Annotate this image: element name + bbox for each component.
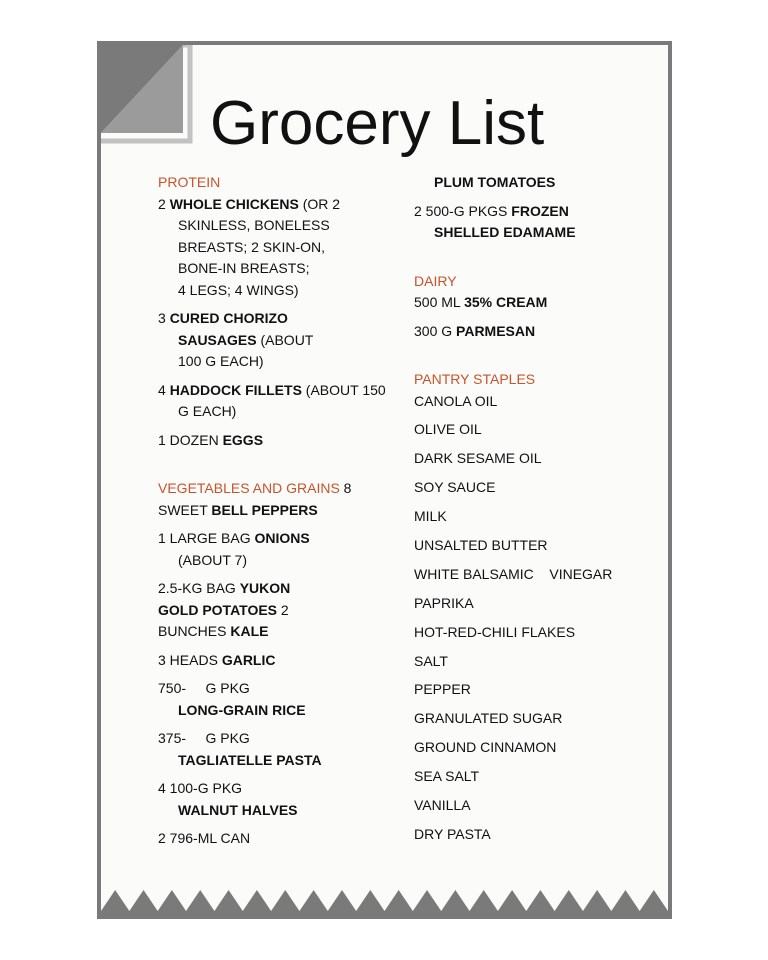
list-item: DARK SESAME OIL (414, 450, 542, 467)
list-item: 1 LARGE BAG ONIONS (ABOUT 7) (158, 530, 310, 568)
list-item: 2 WHOLE CHICKENS (OR 2 SKINLESS, BONELESS BREASTS; 2 SKIN-ON, BONE-IN BREASTS; 4 LEGS; 4 WINGS) (158, 195, 341, 298)
list-item: CANOLA OIL (414, 392, 498, 409)
section-heading-protein: PROTEIN (158, 174, 221, 190)
section-heading-vegetables: VEGETABLES AND GRAINS (158, 480, 340, 496)
list-item: 500 ML 35% CREAM (414, 294, 548, 310)
page-title: Grocery List (210, 89, 545, 158)
list-item: 4 HADDOCK FILLETS (ABOUT 150 G EACH) (158, 381, 386, 419)
list-item: VANILLA (414, 796, 471, 813)
list-item: 3 CURED CHORIZO SAUSAGES (ABOUT 100 G EACH) (158, 310, 314, 369)
list-item: 1 DOZEN EGGS (158, 431, 264, 448)
list-item: PEPPER (414, 681, 471, 698)
list-item: OLIVE OIL (414, 421, 482, 438)
list-item: 375- G PKG TAGLIATELLE PASTA (158, 730, 322, 768)
list-item: DRY PASTA (414, 825, 491, 842)
list-item: PLUM TOMATOES (434, 174, 556, 190)
list-item: SOY SAUCE (414, 479, 496, 496)
list-item: SALT (414, 652, 448, 669)
list-item: GROUND CINNAMON (414, 739, 557, 756)
list-item: 2.5-KG BAG YUKON GOLD POTATOES 2 BUNCHES KALE (158, 580, 291, 639)
section-heading-pantry: PANTRY STAPLES (414, 371, 536, 387)
list-item: 300 G PARMESAN (414, 322, 536, 339)
list-item: 4 100-G PKG WALNUT HALVES (158, 780, 298, 818)
list-item: VEGETABLES AND GRAINS 8 SWEET BELL PEPPERS (158, 480, 352, 518)
list-item: SEA SALT (414, 768, 480, 785)
torn-edge (101, 885, 668, 915)
list-item: PAPRIKA (414, 594, 474, 611)
list-item: UNSALTED BUTTER (414, 536, 548, 553)
section-heading-dairy: DAIRY (414, 272, 457, 289)
list-item: 2 796-ML CAN (158, 830, 251, 846)
list-item: WHITE BALSAMIC VINEGAR (414, 565, 613, 582)
left-column (158, 172, 393, 857)
list-item: HOT-RED-CHILI FLAKES (414, 623, 576, 640)
list-item: 2 500-G PKGS FROZEN SHELLED EDAMAME (414, 202, 576, 240)
folded-corner-icon (101, 45, 196, 155)
right-column (414, 172, 649, 853)
list-item: 3 HEADS GARLIC (158, 651, 276, 668)
list-item: 750- G PKG LONG-GRAIN RICE (158, 680, 306, 718)
torn-edge-teeth (101, 890, 668, 915)
list-item: GRANULATED SUGAR (414, 710, 563, 727)
list-item: MILK (414, 508, 447, 525)
pantry-list (414, 391, 649, 846)
